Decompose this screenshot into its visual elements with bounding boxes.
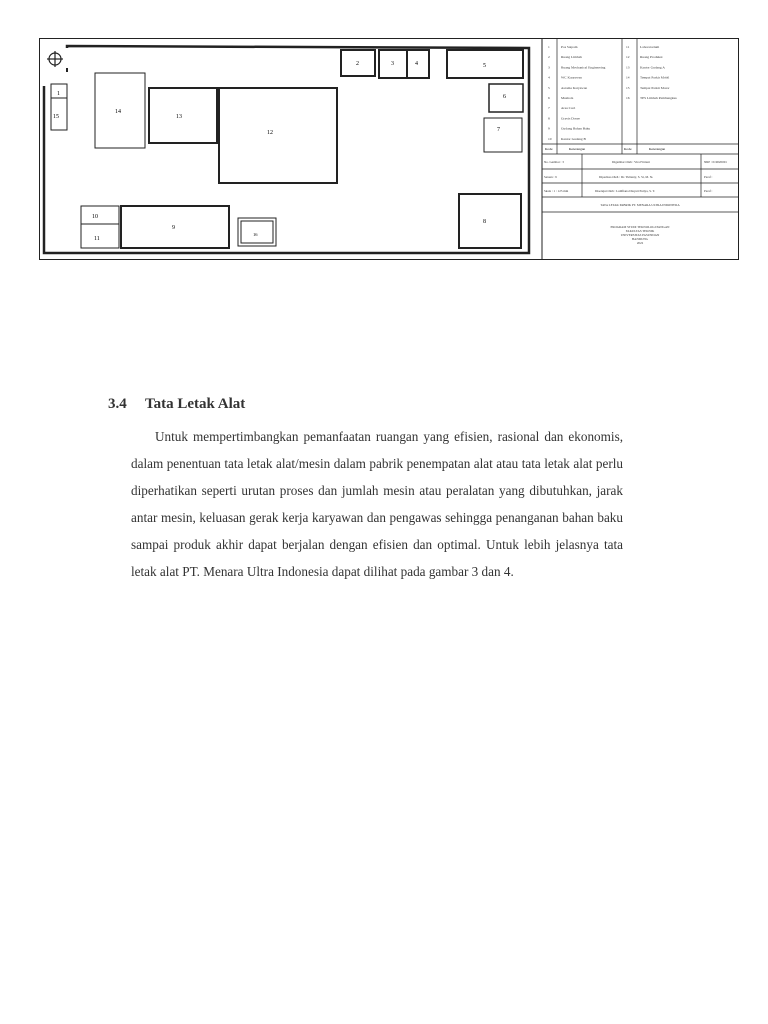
legend-code: 4 [548, 75, 550, 80]
legend-left-list [548, 45, 606, 141]
room-5 [447, 50, 523, 78]
room-label: 10 [92, 214, 98, 220]
legend-code: 1 [548, 45, 550, 49]
legend-name: Area Cuci [561, 106, 576, 111]
legend-name: Kantor Gudang A [640, 65, 665, 70]
legend-code: 11 [626, 45, 630, 49]
legend-name: Ruang Produksi [640, 55, 663, 60]
room-2 [341, 50, 375, 76]
tb-satuan: Satuan : 9 [544, 175, 557, 179]
factory-layout-drawing [39, 38, 739, 260]
room-label: 11 [94, 236, 100, 242]
section-paragraph: Untuk mempertimbangkan pemanfaatan ruangan yang efisien, rasional dan ekonomis, dalam penentuan tata letak alat/mesin dalam pabrik penempatan alat atau tata letak alat perlu diperhatikan seperti urutan proses dan jumlah mesin atau peralatan yang dibutuhkan, jarak antar mesin, keluasan gerak kerja karyawan dan pengawas sehingga penanganan bahan baku sampai produk akhir dapat berjalan dengan efisien dan optimal. Untuk lebih jelasnya tata letak alat PT. Menara Ultra Indonesia dapat dilihat pada gambar 3 dan 4. [131, 429, 623, 579]
room-10 [81, 206, 119, 224]
room-1 [51, 84, 67, 98]
legend-code-header: Kode [545, 147, 553, 151]
room-6 [489, 84, 523, 112]
section-title: Tata Letak Alat [145, 396, 246, 412]
legend-name: Asrama Karyawan [561, 85, 588, 90]
room-label: 8 [483, 219, 486, 225]
room-label: 12 [267, 130, 273, 136]
room-12 [219, 88, 337, 183]
room-label: 7 [497, 127, 500, 133]
legend-code: 8 [548, 116, 550, 121]
legend-code: 9 [548, 126, 550, 131]
north-arrow-icon [47, 51, 63, 67]
legend-name: WC Karyawan [561, 75, 582, 80]
tb-inst-1: PROGRAM STUDI TEKNOLOGI PANGAN [610, 225, 670, 229]
room-label: 6 [503, 94, 506, 100]
room-label: 16 [253, 232, 258, 237]
legend-name: TPS Limbah Pembungkus [640, 96, 677, 100]
room-11 [81, 224, 119, 248]
room-7 [484, 118, 522, 152]
legend-desc-header: Keterangan [569, 147, 586, 151]
room-14 [95, 73, 145, 148]
tb-disetujui: Disetujui Oleh : Luthfiana Diayati Putiya, S. T. [595, 189, 656, 193]
room-label: 15 [53, 114, 59, 120]
legend-name: Kantor Gudang B [561, 136, 586, 141]
room-4 [407, 50, 429, 78]
legend-name: Tempat Parkir Motor [640, 85, 670, 90]
room-label: 4 [415, 61, 418, 67]
room-8 [459, 194, 521, 248]
legend-code: 16 [626, 96, 630, 100]
legend-name: Ruang Limbah [561, 55, 582, 60]
room-15 [51, 98, 67, 130]
legend-name: Laboratorium [640, 45, 660, 49]
legend-code: 10 [548, 136, 552, 141]
legend-code: 13 [626, 65, 630, 70]
legend-code: 3 [548, 65, 550, 70]
tb-title: TATA LETAK PABRIK PT. MENARA ULTRA INDONESIA [600, 203, 680, 207]
legend-name: Ruang Mechanical Engineering [561, 65, 606, 70]
tb-diperiksa: Diperiksa Oleh : Dr. Yulianty, S. Si, M. Si. [599, 175, 654, 179]
legend-code: 2 [548, 55, 550, 60]
legend-desc-header-2: Keterangan [649, 147, 666, 151]
legend-name: Musholа [561, 96, 574, 100]
legend-code: 15 [626, 85, 630, 90]
room-label: 5 [483, 63, 486, 69]
title-block [544, 160, 727, 245]
tb-year: 2022 [636, 241, 644, 245]
legend-name: Gravis Dosee [561, 116, 580, 121]
tb-paraf-2: Paraf : [704, 189, 713, 193]
room-16 [238, 218, 276, 246]
room-9 [121, 206, 229, 248]
legend-code: 5 [548, 85, 550, 90]
room-label: 1 [57, 91, 60, 97]
tb-paraf-1: Paraf : [704, 175, 713, 179]
tb-inst-4: BANDUNG [632, 237, 648, 241]
legend-code: 12 [626, 55, 630, 60]
room-label: 3 [391, 61, 394, 67]
section-number: 3.4 [108, 396, 127, 412]
room-label: 2 [356, 61, 359, 67]
tb-skala: Skala : 1 : 125 mm [544, 189, 569, 193]
legend-name: Gudang Bahan Baku [561, 126, 591, 131]
tb-inst-3: UNIVERSITAS PASUNDAN [620, 233, 660, 237]
legend-code: 14 [626, 75, 630, 80]
section-heading [108, 396, 245, 413]
legend-code: 7 [548, 106, 550, 111]
legend-name: Pos Satpam [561, 45, 578, 49]
room-3 [379, 50, 407, 78]
room-label: 9 [172, 225, 175, 231]
legend-right-list [626, 45, 677, 100]
legend-code-header-2: Kode [624, 147, 632, 151]
room-label: 14 [115, 109, 121, 115]
tb-nim: NRP : 019020001 [704, 160, 727, 164]
legend-table [542, 38, 739, 212]
room-label: 13 [176, 114, 182, 120]
tb-inst-2: FAKULTAS TEKNIK [625, 229, 655, 233]
room-13 [149, 88, 217, 143]
tb-digambar: Digambar Oleh : Vira Fitriani [612, 160, 650, 164]
legend-code: 6 [548, 96, 550, 100]
tb-no-gambar: No. Gambar : 3 [544, 160, 564, 164]
legend-name: Tempat Parkir Mobil [640, 75, 670, 80]
